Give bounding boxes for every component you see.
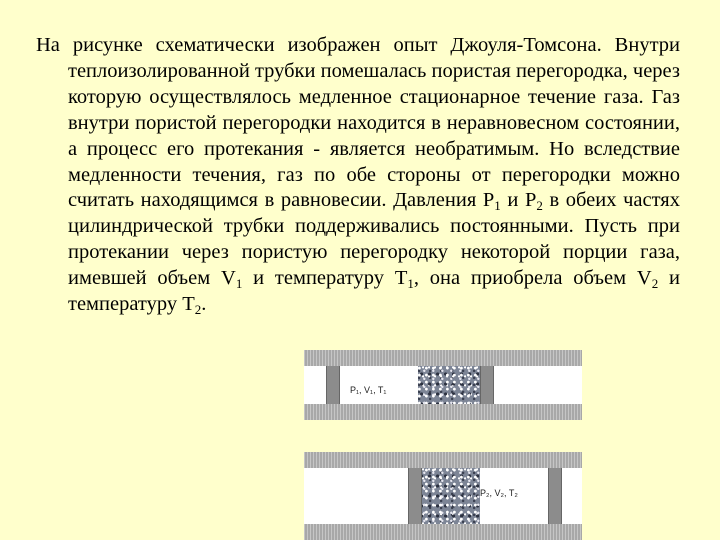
tube-wall-top <box>304 452 582 468</box>
text-part: и P <box>500 189 537 212</box>
subscript: 1 <box>407 276 414 292</box>
state-label-initial: P₁, V₁, T₁ <box>350 385 387 395</box>
tube-diagram-final <box>304 452 582 540</box>
piston-right <box>548 468 562 524</box>
tube-wall-bottom <box>304 404 582 420</box>
subscript: 1 <box>235 276 243 292</box>
porous-partition <box>418 366 480 404</box>
piston-left <box>326 366 340 404</box>
subscript: 1 <box>494 198 501 214</box>
text-part: , она приобрела объем V <box>413 267 652 290</box>
text-part: в обеих частях цилиндрической трубки поддерживались постоянными. Пусть при протекании через пористую перегородку некоторой порции газа, имевшей объем V <box>68 189 680 290</box>
text-part: и температуру T <box>68 267 680 316</box>
text-part: . <box>201 293 207 316</box>
text-part: На рисунке схематически изображен опыт Джоуля-Томсона. Внутри теплоизолированной трубки помешалась пористая перегородка, через которую осуществлялось медленное стационарное течение газа. Газ внутри пористой перегородки находится в неравновесном состоянии, а процесс его протекания - является необратимым. Но вследствие медленности течения, газ по обе стороны от перегородки можно считать находящимся в равновесии. Давления P <box>36 34 680 212</box>
piston-left <box>408 468 422 524</box>
text-part: и температуру T <box>242 267 408 290</box>
tube-wall-top <box>304 350 582 366</box>
description-paragraph <box>36 33 680 318</box>
description-text <box>36 33 680 318</box>
state-label-final: P₂, V₂, T₂ <box>480 488 518 498</box>
tube-wall-bottom <box>304 524 582 540</box>
tube-diagram-initial <box>304 350 582 420</box>
subscript: 2 <box>651 276 659 292</box>
porous-partition <box>418 468 480 524</box>
piston-right <box>480 366 494 404</box>
subscript: 2 <box>536 198 543 214</box>
subscript: 2 <box>194 302 202 318</box>
